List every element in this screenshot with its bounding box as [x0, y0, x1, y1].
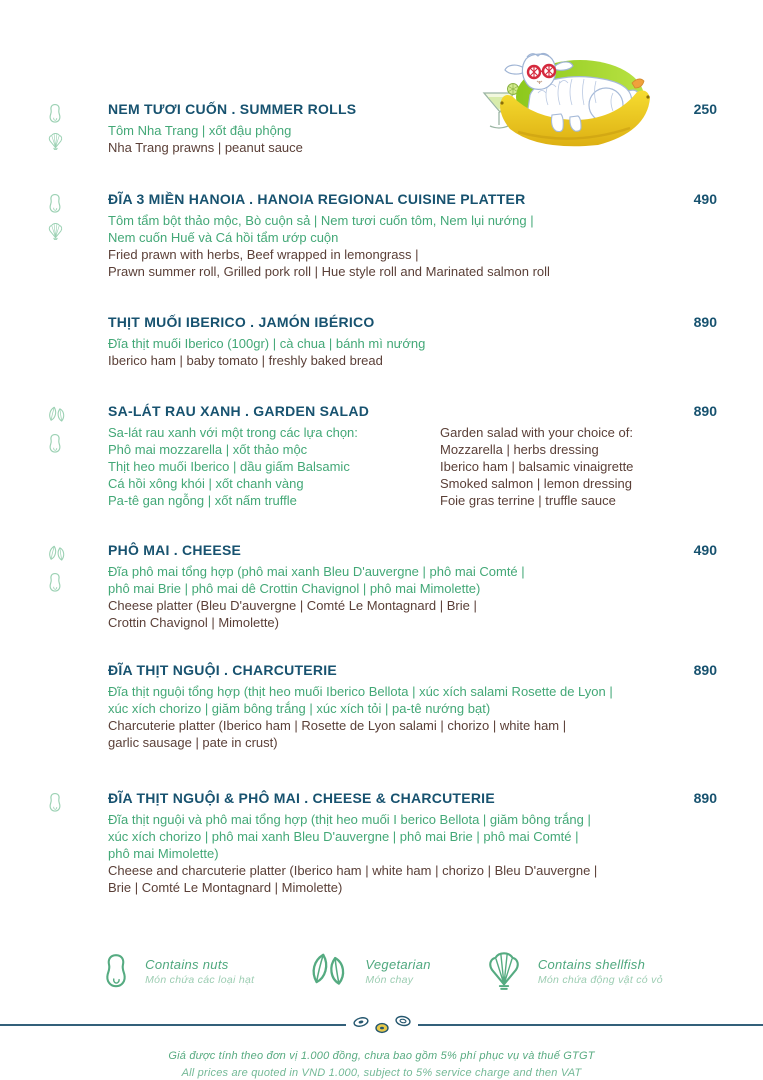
item-title: PHÔ MAI . CHEESE [108, 542, 242, 558]
legend-label: Contains nuts [145, 956, 229, 972]
price-note-vietnamese: Giá được tính theo đơn vị 1.000 đồng, chưa bao gồm 5% phí phục vụ và thuế GTGT [168, 1050, 595, 1062]
menu-item-cheese [46, 541, 717, 631]
vegetarian-icon [306, 950, 352, 992]
item-desc-en: Iberico ham | baby tomato | freshly baked bread [108, 353, 383, 368]
item-price: 890 [693, 790, 717, 806]
item-desc-vi: Tôm tẩm bột thảo mộc, Bò cuộn sả | Nem tươi cuốn tôm, Nem lụi nướng | [108, 213, 534, 228]
legend-contains-shellfish [483, 950, 663, 992]
item-desc-en: Cheese platter (Bleu D'auvergne | Comté Le Montagnard | Brie | [108, 598, 477, 613]
legend-sublabel: Món chứa các loại hạt [145, 973, 255, 986]
item-desc-en: garlic sausage | pate in crust) [108, 735, 278, 750]
item-desc-vi: Đĩa thịt muối Iberico (100gr) | cà chua | bánh mì nướng [108, 336, 426, 351]
legend-sublabel: Món chay [365, 973, 414, 986]
item-title: NEM TƯƠI CUỐN . SUMMER ROLLS [108, 101, 357, 117]
item-desc-vi: xúc xích chorizo | phô mai xanh Bleu D'auvergne | phô mai Brie | phô mai Comté | [108, 829, 579, 844]
nuts-icon [100, 952, 132, 990]
menu-item-garden-salad [46, 402, 717, 509]
legend-sublabel: Món chứa động vật có vỏ [537, 973, 663, 986]
item-desc-en: Nha Trang prawns | peanut sauce [108, 140, 303, 155]
item-desc-vi: phô mai Brie | phô mai dê Crottin Chavignol | phô mai Mimolette) [108, 581, 481, 596]
shellfish-icon [46, 132, 65, 151]
legend-vegetarian [306, 950, 430, 992]
item-desc-en: Charcuterie platter (Iberico ham | Rosette de Lyon salami | chorizo | white ham | [108, 718, 567, 733]
item-desc-en: Crottin Chavignol | Mimolette) [108, 615, 279, 630]
item-desc-vi: Đĩa phô mai tổng hợp (phô mai xanh Bleu D'auvergne | phô mai Comté | [108, 564, 525, 579]
item-title: THỊT MUỐI IBERICO . JAMÓN IBÉRICO [108, 314, 375, 330]
vegetarian-icon [46, 405, 68, 425]
item-title: SA-LÁT RAU XANH . GARDEN SALAD [108, 403, 370, 419]
item-desc-en: Fried prawn with herbs, Beef wrapped in lemongrass | [108, 247, 419, 262]
nuts-icon [46, 433, 64, 454]
price-note-english: All prices are quoted in VND 1.000, subject to 5% service charge and then VAT [181, 1067, 582, 1079]
menu-item-jamon-iberico [46, 313, 717, 369]
nuts-icon [46, 572, 64, 593]
item-desc-vi: Đĩa thịt nguội tổng hợp (thịt heo muối Iberico Bellota | xúc xích salami Rosette de Lyon | [108, 684, 613, 699]
item-desc-en: Prawn summer roll, Grilled pork roll | Hue style roll and Marinated salmon roll [108, 264, 550, 279]
item-title: ĐĨA THỊT NGUỘI & PHÔ MAI . CHEESE & CHARCUTERIE [108, 790, 495, 806]
nuts-icon [46, 103, 64, 124]
nuts-icon [46, 193, 64, 214]
divider-line [418, 1024, 763, 1026]
salad-options-english: Garden salad with your choice of: Mozzarella | herbs dressing Iberico ham | balsamic vinaigrette Smoked salmon | lemon dressing Foie gras terrine | truffle sauce [440, 425, 634, 508]
item-desc-vi: Tôm Nha Trang | xốt đậu phộng [108, 123, 292, 138]
item-title: ĐĨA THỊT NGUỘI . CHARCUTERIE [108, 662, 337, 678]
legend-contains-nuts [100, 952, 254, 990]
item-desc-vi: Đĩa thịt nguội và phô mai tổng hợp (thịt heo muối I berico Bellota | giăm bông trắng | [108, 812, 591, 827]
menu-item-regional-platter [46, 190, 717, 280]
item-desc-en: Cheese and charcuterie platter (Iberico ham | white ham | chorizo | Bleu D'auvergne | [108, 863, 598, 878]
menu-item-charcuterie [46, 661, 717, 751]
item-title: ĐĨA 3 MIỀN HANOIA . HANOIA REGIONAL CUISINE PLATTER [108, 191, 526, 207]
item-desc-vi: Nem cuốn Huế và Cá hồi tẩm ướp cuộn [108, 230, 339, 245]
nuts-icon [46, 792, 64, 813]
olives-ornament-icon [349, 1014, 415, 1036]
divider-line [0, 1024, 346, 1026]
allergen-legend [46, 950, 717, 992]
shellfish-icon [46, 222, 65, 241]
salad-options-vietnamese: Sa-lát rau xanh với một trong các lựa chọn: Phô mai mozzarella | xốt thảo mộc Thịt heo muối Iberico | dầu giấm Balsamic Cá hồi xông khói | xốt chanh vàng Pa-tê gan ngỗng | xốt nấm truffle [108, 425, 358, 508]
item-price: 490 [693, 191, 717, 207]
vegetarian-icon [46, 544, 68, 564]
item-price: 250 [693, 101, 717, 117]
menu-item-summer-rolls [46, 100, 717, 156]
item-desc-en: Brie | Comté Le Montagnard | Mimolette) [108, 880, 343, 895]
legend-label: Contains shellfish [537, 956, 646, 972]
footer-divider [0, 1014, 763, 1036]
item-price: 890 [693, 662, 717, 678]
shellfish-icon [483, 950, 525, 992]
price-notes [0, 1048, 763, 1080]
item-price: 890 [693, 403, 717, 419]
item-price: 890 [693, 314, 717, 330]
legend-label: Vegetarian [365, 956, 431, 972]
menu-item-cheese-and-charcuterie [46, 789, 717, 896]
item-desc-vi: phô mai Mimolette) [108, 846, 219, 861]
item-price: 490 [693, 542, 717, 558]
item-desc-vi: xúc xích chorizo | giăm bông trắng | xúc xích tỏi | pa-tê nướng bạt) [108, 701, 491, 716]
